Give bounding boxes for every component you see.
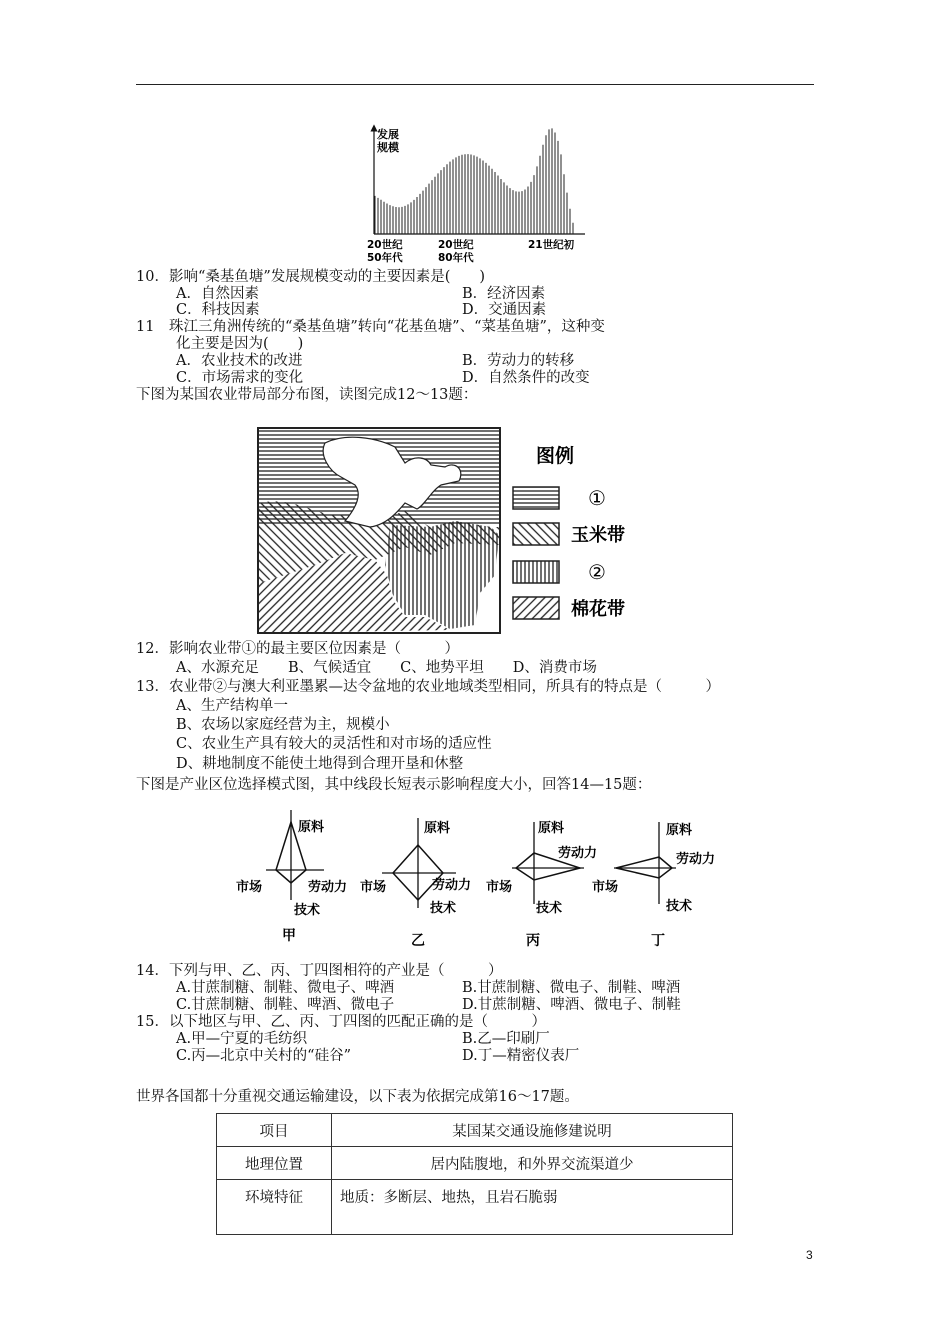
q10-option-b: B．经济因素 — [462, 286, 546, 302]
svg-text:技术: 技术 — [536, 901, 563, 916]
q15-option-d: D.丁—精密仪表厂 — [462, 1048, 580, 1064]
x-tick-3: 21世纪初 — [528, 239, 575, 251]
table-cell: 地质：多断层、地热，且岩石脆弱 — [332, 1180, 733, 1235]
svg-text:技术: 技术 — [430, 901, 457, 916]
q14-stem: 14．下列与甲、乙、丙、丁四图相符的产业是（ ） — [136, 963, 503, 979]
q13-option-c: C、农业生产具有较大的灵活性和对市场的适应性 — [176, 736, 492, 752]
table-cell: 地理位置 — [217, 1147, 332, 1180]
diagram-ding — [592, 822, 715, 949]
legend-cotton-belt: 棉花带 — [571, 599, 625, 620]
q14-option-b: B.甘蔗制糖、微电子、制鞋、啤酒 — [462, 980, 681, 996]
svg-text:市场: 市场 — [592, 880, 619, 895]
q11-option-d: D．自然条件的改变 — [462, 370, 590, 386]
x-tick-2b: 80年代 — [438, 252, 474, 264]
q12-options: A、水源充足 B、气候适宜 C、地势平坦 D、消费市场 — [176, 660, 597, 676]
q11-option-b: B．劳动力的转移 — [462, 353, 575, 369]
svg-text:劳动力: 劳动力 — [676, 852, 716, 867]
svg-text:原料: 原料 — [666, 823, 693, 838]
q14-option-a: A.甘蔗制糖、制鞋、微电子、啤酒 — [176, 980, 395, 996]
agri-belt-map — [255, 425, 645, 637]
diagram-bing — [486, 820, 597, 949]
q15-option-a: A.甲—宁夏的毛纺织 — [176, 1031, 308, 1047]
intro-16-17: 世界各国都十分重视交通运输建设，以下表为依据完成第16～17题。 — [136, 1089, 579, 1105]
table-header-cell: 某国某交通设施修建说明 — [332, 1114, 733, 1147]
legend-belt-2: ② — [588, 560, 606, 584]
x-tick-2a: 20世纪 — [438, 239, 474, 251]
table-cell: 环境特征 — [217, 1180, 332, 1235]
table-header-cell: 项目 — [217, 1114, 332, 1147]
svg-text:丁: 丁 — [651, 933, 665, 949]
diagram-jia — [236, 810, 347, 944]
svg-text:市场: 市场 — [360, 880, 387, 895]
svg-text:劳动力: 劳动力 — [432, 878, 472, 893]
q10-option-c: C．科技因素 — [176, 302, 260, 318]
legend-belt-1: ① — [588, 486, 606, 510]
svg-text:甲: 甲 — [282, 928, 296, 944]
q13-option-d: D、耕地制度不能使土地得到合理开垦和休整 — [176, 756, 464, 772]
x-tick-1b: 50年代 — [367, 252, 403, 264]
q11-option-a: A．农业技术的改进 — [176, 353, 303, 369]
svg-text:原料: 原料 — [298, 820, 325, 835]
q11-option-c: C．市场需求的变化 — [176, 370, 304, 386]
y-label-2: 规模 — [377, 141, 399, 154]
q10-option-a: A．自然因素 — [176, 286, 259, 302]
q15-option-c: C.丙—北京中关村的“硅谷” — [176, 1048, 352, 1064]
legend-corn-belt: 玉米带 — [571, 525, 625, 546]
table-row — [217, 1147, 733, 1180]
q13-option-b: B、农场以家庭经营为主，规模小 — [176, 717, 390, 733]
q10-stem: 10．影响“桑基鱼塘”发展规模变动的主要因素是( ) — [136, 269, 486, 285]
q13-stem: 13．农业带②与澳大利亚墨累—达令盆地的农业地域类型相同，所具有的特点是（ ） — [136, 679, 720, 695]
svg-text:市场: 市场 — [486, 880, 513, 895]
svg-text:原料: 原料 — [538, 821, 565, 836]
scale-chart — [355, 122, 595, 267]
q14-option-c: C.甘蔗制糖、制鞋、啤酒、微电子 — [176, 997, 395, 1013]
svg-text:丙: 丙 — [526, 933, 540, 949]
svg-text:技术: 技术 — [666, 899, 693, 914]
svg-text:技术: 技术 — [294, 903, 321, 918]
svg-text:市场: 市场 — [236, 880, 263, 895]
svg-text:劳动力: 劳动力 — [558, 846, 598, 861]
x-tick-1a: 20世纪 — [367, 239, 403, 251]
table-header-row — [217, 1114, 733, 1147]
location-diagrams — [230, 810, 730, 955]
diagram-yi — [360, 818, 471, 949]
intro-14-15: 下图是产业区位选择模式图，其中线段长短表示影响程度大小，回答14—15题： — [136, 777, 652, 793]
table-cell: 居内陆腹地，和外界交流渠道少 — [332, 1147, 733, 1180]
q14-option-d: D.甘蔗制糖、啤酒、微电子、制鞋 — [462, 997, 681, 1013]
page-number: 3 — [806, 1248, 813, 1262]
q15-option-b: B.乙—印刷厂 — [462, 1031, 550, 1047]
q13-option-a: A、生产结构单一 — [176, 698, 288, 714]
svg-text:劳动力: 劳动力 — [308, 880, 348, 895]
q11-stem-1: 11 珠江三角洲传统的“桑基鱼塘”转向“花基鱼塘”、“菜基鱼塘”，这种变 — [136, 319, 605, 335]
svg-text:乙: 乙 — [411, 933, 425, 949]
q10-option-d: D．交通因素 — [462, 302, 547, 318]
legend-title: 图例 — [536, 445, 575, 467]
q12-stem: 12．影响农业带①的最主要区位因素是（ ） — [136, 641, 459, 657]
svg-text:原料: 原料 — [424, 821, 451, 836]
y-label-1: 发展 — [377, 128, 399, 141]
table-row — [217, 1180, 733, 1235]
scale-bars — [375, 128, 573, 234]
intro-12-13: 下图为某国农业带局部分布图，读图完成12～13题： — [136, 387, 478, 403]
header-rule — [136, 84, 814, 85]
q11-stem-2: 化主要是因为( ) — [176, 336, 304, 352]
transport-table — [216, 1113, 733, 1235]
q15-stem: 15．以下地区与甲、乙、丙、丁四图的匹配正确的是（ ） — [136, 1014, 546, 1030]
